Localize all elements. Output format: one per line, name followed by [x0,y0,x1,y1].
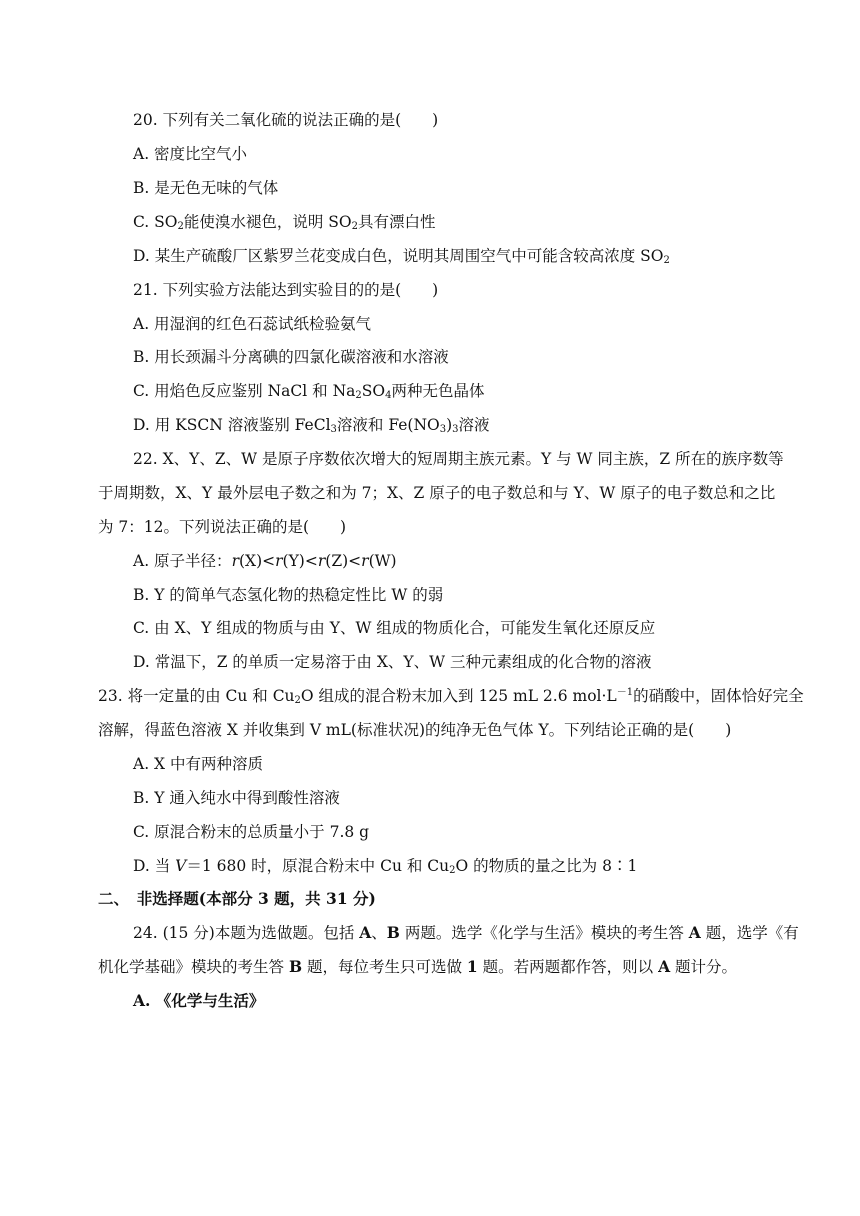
q23-stem-line1: 23. 将一定量的由 Cu 和 $Cu_2O$ 组成的混合粉末加入到 125 mL 2.6 $mol\cdot L^{-1}$的硝酸中，固体恰好完全 [98,687,804,706]
q24-line2: 机化学基础》模块的考生答 B 题，每位考生只可选做 1 题。若两题都作答，则以 A 题计分。 [98,957,738,976]
q23-option-c: C. 原混合粉末的总质量小于 7.8 g [133,823,370,841]
q20-option-d: D. 某生产硫酸厂区紫罗兰花变成白色，说明其周围空气中可能含较高浓度 $SO_2$ [133,247,670,266]
q20-stem: 20. 下列有关二氧化硫的说法正确的是( ) [133,111,439,129]
q22-stem-line2: 于周期数，X、Y 最外层电子数之和为 7；X、Z 原子的电子数总和与 Y、W 原子的电子数总和之比 [98,484,776,502]
q22-option-b: B. Y 的简单气态氢化物的热稳定性比 W 的弱 [133,586,444,604]
q22-option-d: D. 常温下，Z 的单质一定易溶于由 X、Y、W 三种元素组成的化合物的溶液 [133,653,652,671]
q22-stem-line3: 为 7：12。下列说法正确的是( ) [98,518,347,536]
q22-stem-line1: 22. X、Y、Z、W 是原子序数依次增大的短周期主族元素。Y 与 W 同主族，Z 所在的族序数等 [133,450,784,468]
q24-line1: 24. (15 分)本题为选做题。包括 A、B 两题。选学《化学与生活》模块的考生答 A 题，选学《有 [133,923,799,942]
q23-option-b: B. Y 通入纯水中得到酸性溶液 [133,789,340,807]
q21-option-a: A. 用湿润的红色石蕊试纸检验氨气 [133,315,372,333]
q22-option-c: C. 由 X、Y 组成的物质与由 Y、W 组成的物质化合，可能发生氧化还原反应 [133,619,656,637]
q20-option-a: A. 密度比空气小 [133,145,248,163]
q20-option-c: C. $SO_2$能使溴水褪色，说明 $SO_2$具有漂白性 [133,213,436,232]
q23-option-d: D. 当 V＝1 680 时，原混合粉末中 Cu 和 $Cu_2O$ 的物质的量之比为 8∶1 [133,857,638,876]
q21-option-c: C. 用焰色反应鉴别 NaCl 和 $Na_2SO_4$两种无色晶体 [133,382,485,401]
section-heading: 二、 非选择题(本部分 3 题，共 31 分) [98,889,376,908]
q23-stem-line2: 溶解，得蓝色溶液 X 并收集到 V mL(标准状况)的纯净无色气体 Y。下列结论正确的是( ) [98,721,732,739]
q23-option-a: A. X 中有两种溶质 [133,755,264,773]
q22-option-a: A. 原子半径：r(X)<r(Y)<r(Z)<r(W) [133,552,397,570]
q21-option-b: B. 用长颈漏斗分离碘的四氯化碳溶液和水溶液 [133,348,449,366]
q21-option-d: D. 用 KSCN 溶液鉴别 FeCl$_3$溶液和 $Fe(NO_3)_3$溶液 [133,416,490,435]
q20-option-b: B. 是无色无味的气体 [133,179,279,197]
q21-stem: 21. 下列实验方法能达到实验目的的是( ) [133,281,439,299]
q24-part-a-title: A. 《化学与生活》 [133,991,265,1010]
